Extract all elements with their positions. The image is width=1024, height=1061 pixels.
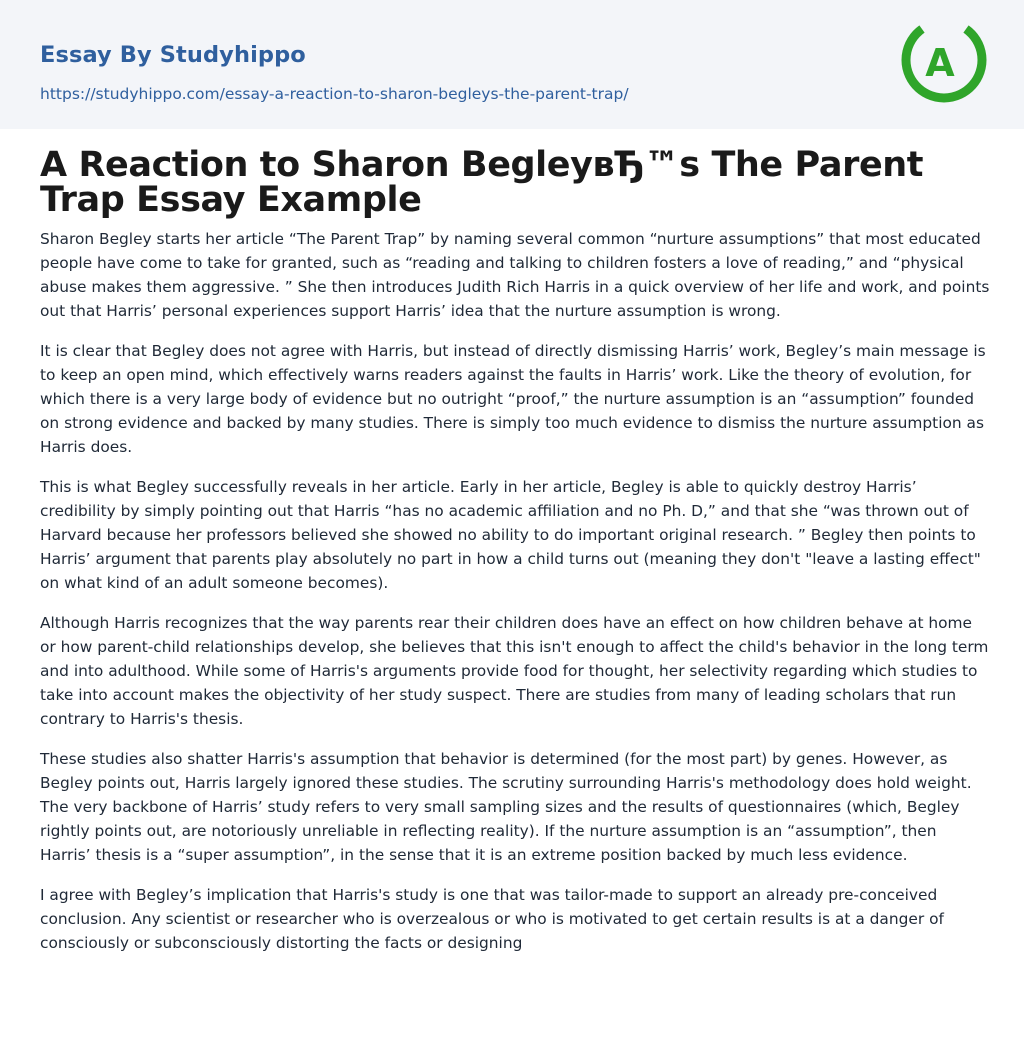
site-title[interactable]: Essay By Studyhippo bbox=[40, 42, 306, 68]
paragraph: It is clear that Begley does not agree with Harris, but instead of directly dismissing Harris’ work, Begley’s main message is to keep an open mind, which effectively warns readers against the faults in Harris’ work. Like the theory of evolution, for which there is a very large body of evidence but no outright “proof,” the nurture assumption is an “assumption” founded on strong evidence and backed by many studies. There is simply too much evidence to dismiss the nurture assumption as Harris does. bbox=[40, 342, 986, 456]
paragraph: Although Harris recognizes that the way parents rear their children does have an effect on how children behave at home or how parent-child relationships develop, she believes that this isn't enough to affect the child's behavior in the long term and into adulthood. While some of Harris's arguments provide food for thought, her selectivity regarding which studies to take into account makes the objectivity of her study suspect. There are studies from many of leading scholars that run contrary to Harris's thesis. bbox=[40, 614, 989, 728]
logo-letter: A bbox=[925, 41, 955, 85]
paragraph: This is what Begley successfully reveals in her article. Early in her article, Begley is able to quickly destroy Harris’ credibility by simply pointing out that Harris “has no academic affiliation and no Ph. D,” and that she “was thrown out of Harvard because her professors believed she showed no ability to do important original research. ” Begley then points to Harris’ argument that parents play absolutely no part in how a child turns out (meaning they don't "leave a lasting effect" on what kind of an adult someone becomes). bbox=[40, 478, 981, 592]
article-url-link[interactable]: https://studyhippo.com/essay-a-reaction-to-sharon-begleys-the-parent-trap/ bbox=[40, 85, 629, 103]
paragraph: Sharon Begley starts her article “The Parent Trap” by naming several common “nurture assumptions” that most educated people have come to take for granted, such as “reading and talking to children fosters a love of reading,” and “physical abuse makes them aggressive. ” She then introduces Judith Rich Harris in a quick overview of her life and work, and points out that Harris’ personal experiences support Harris’ idea that the nurture assumption is wrong. bbox=[40, 230, 990, 320]
site-header bbox=[0, 0, 1024, 129]
paragraph: I agree with Begley’s implication that Harris's study is one that was tailor-made to support an already pre-conceived conclusion. Any scientist or researcher who is overzealous or who is motivated to get certain results is at a danger of consciously or subconsciously distorting the facts or designing bbox=[40, 886, 944, 952]
logo-ring-icon[interactable] bbox=[900, 18, 988, 106]
page-title: A Reaction to Sharon BegleyвЂ™s The Parent Trap Essay Example bbox=[40, 145, 924, 220]
article-body bbox=[40, 145, 990, 971]
paragraph: These studies also shatter Harris's assumption that behavior is determined (for the most part) by genes. However, as Begley points out, Harris largely ignored these studies. The scrutiny surrounding Harris's methodology does hold weight. The very backbone of Harris’ study refers to very small sampling sizes and the results of questionnaires (which, Begley rightly points out, are notoriously unreliable in reflecting reality). If the nurture assumption is an “assumption”, then Harris’ thesis is a “super assumption”, in the sense that it is an extreme position backed by much less evidence. bbox=[40, 750, 972, 864]
